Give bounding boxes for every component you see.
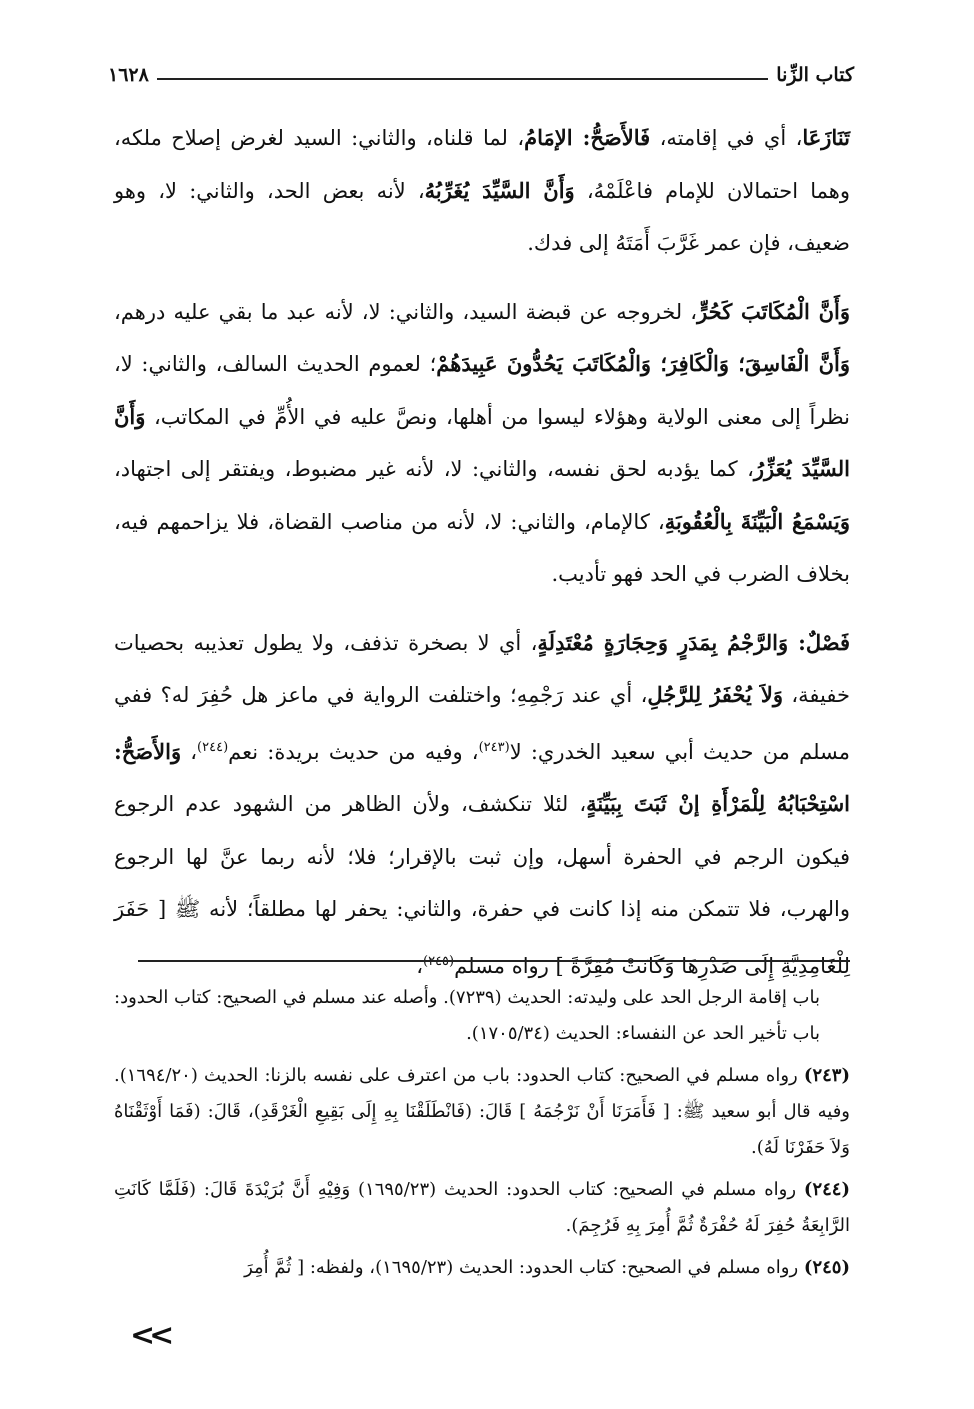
page-header	[108, 56, 854, 86]
commentary-text: ، لخروجه عن قبضة السيد، والثاني: لا، لأنه عبد ما بقي عليه درهم،	[114, 299, 698, 324]
commentary-text: ، أي لا بصخرة تذفف، ولا يطول تعذيبه بحصيات خفيفة،	[114, 630, 850, 707]
matn-text: وَأَنَّ الْفَاسِقَ؛ وَالْكَافِرَ؛ وَالْمُكَاتَبَ يَحُدُّونَ عَبِيدَهُمْ	[436, 351, 851, 376]
footnote-number: (٢٤٥)	[803, 1257, 850, 1278]
commentary-text: ، أي عند رَجْمِهِ؛ واختلفت الرواية في ماعز هل حُفِرَ له؟ ففي مسلم من حديث أبي سعيد الخدري: لا	[114, 683, 851, 764]
footnote-number: (٢٤٣)	[803, 1065, 850, 1086]
matn-text: وَالأَصَحُّ: اسْتِحْبَابُهُ لِلْمَرْأَةِ إنْ ثَبَتَ بِبَيِّنَةٍ	[114, 738, 850, 816]
book-title: كتاب الزِّنا	[776, 64, 854, 86]
footnote	[114, 1172, 850, 1244]
matn-text: وَلاَ يُحْفَرُ لِلرَّجُلِ	[647, 682, 783, 707]
commentary-text: ،	[181, 739, 198, 764]
footnote-ref: (٢٤٣)	[478, 739, 510, 755]
footnote-separator	[138, 960, 850, 962]
footnote-number: (٢٤٤)	[803, 1179, 850, 1200]
commentary-text: ، لئلا تنكشف، ولأن الظاهر من الشهود عدم الرجوع فيكون الرجم في الحفرة أسهل، وإن ثبت بالإقرار؛ فلا؛ لأنه ربما عنَّ لها الرجوع والهرب، فلا تتمكن منه إذا كانت في حفرة، والثاني: يحفر لها مطلقاً؛ لأنه ﷺ [ حَفَرَ لِلْغَامِدِيَّةِ إِلَى صَدْرِهَا وَكَانَتْ مُقِرَّةً ] رواه مسلم	[114, 792, 850, 978]
matn-text: وَأَنَّ السَّيِّدَ يُعَزِّرُ	[114, 403, 850, 481]
matn-text: وَأَنَّ السَّيِّدَ يُغَرِّبُهُ	[424, 177, 575, 203]
page-number: ١٦٢٨	[108, 64, 149, 86]
footnote-text: رواه مسلم في الصحيح: كتاب الحدود: الحديث (١٦٩٥/٢٣)، ولفظه: [ ثُمَّ أُمِرَ	[244, 1257, 799, 1278]
paragraph	[114, 112, 850, 270]
footnote-text: رواه مسلم في الصحيح: كتاب الحدود: الحديث (١٦٩٥/٢٣) وَفِيْهِ أَنَّ بُرَيْدَةَ قَالَ: (فَلَمَّا كَانَتِ الرَّابِعَةُ حُفِرَ لَهُ حُفْرَةٌ ثُمَّ أُمِرَ بِهِ فَرُجِمَ).	[114, 1179, 850, 1236]
matn-text: فَالأَصَحُّ: الإمَامُ	[524, 125, 651, 150]
commentary-text: ، أي في إقامته،	[650, 126, 803, 150]
header-rule	[157, 78, 768, 80]
footnote-ref: (٢٤٤)	[197, 739, 229, 755]
footnote	[114, 1250, 850, 1286]
matn-text: وَأَنَّ الْمُكَاتَبَ كَحُرٍّ	[697, 298, 850, 324]
footnote-text: رواه مسلم في الصحيح: كتاب الحدود: باب من اعترف على نفسه بالزنا: الحديث (١٦٩٤/٢٠). وفيه قال أبو سعيد ﷺ: [ فَأَمَرَنَا أَنْ نَرْجُمَهُ ] قَالَ: (فَانْطَلَقْنَا بِهِ إِلَى بَقِيعِ الْغَرْقَدِ)، قَالَ: (فَمَا أَوْثَقْنَاهُ وَلاَ حَفَرْنَا لَهُ).	[114, 1065, 850, 1158]
footnote-text: باب إقامة الرجل الحد على وليدته: الحديث (٧٢٣٩). وأصله عند مسلم في الصحيح: كتاب الحدود: باب تأخير الحد عن النفساء: الحديث (١٧٠٥/٣٤).	[114, 987, 820, 1044]
paragraph	[114, 286, 850, 601]
footnote	[114, 980, 850, 1052]
matn-text: وَيَسْمَعُ الْبَيِّنَةَ بِالْعُقُوبَةِ	[664, 508, 851, 534]
matn-text: فَصْلٌ: وَالرَّجْمُ بِمَدَرٍ وَحِجَارَةٍ مُعْتَدِلَةٍ	[537, 629, 850, 655]
footnotes	[114, 980, 850, 1292]
continue-marker: <<	[130, 1318, 169, 1353]
commentary-text: ، لما قلناه، والثاني: السيد لغرض إصلاح ملكه، وهما احتمالان للإمام فاعْلَمْهُ،	[114, 126, 850, 203]
footnote	[114, 1058, 850, 1166]
matn-text: تَنَازَعَا	[802, 125, 851, 150]
commentary-text: ، وفيه من حديث بريدة: نعم	[228, 739, 479, 764]
commentary-text: ، كالإمام، والثاني: لا، لأنه من مناصب القضاة، فلا يزاحمهم فيه، بخلاف الضرب في الحد فهو تأديب.	[114, 509, 850, 586]
commentary-text: ، كما يؤدبه لحق نفسه، والثاني: لا، لأنه غير مضبوط، ويفتقر إلى اجتهاد،	[114, 457, 754, 481]
footnote-ref: (٢٤٥)	[423, 953, 455, 969]
paragraph	[114, 617, 850, 993]
commentary-text: ، لأنه بعض الحد، والثاني: لا، وهو ضعيف، فإن عمر غَرَّبَ أَمَتَهُ إلى فدك.	[114, 178, 850, 255]
main-text	[114, 112, 850, 992]
commentary-text: ؛ لعموم الحديث السالف، والثاني: لا، نظراً إلى معنى الولاية وهؤلاء ليسوا من أهلها، ونصَّ عليه في الأُمِّ في المكاتب،	[114, 352, 850, 429]
commentary-text: ،	[416, 953, 424, 978]
